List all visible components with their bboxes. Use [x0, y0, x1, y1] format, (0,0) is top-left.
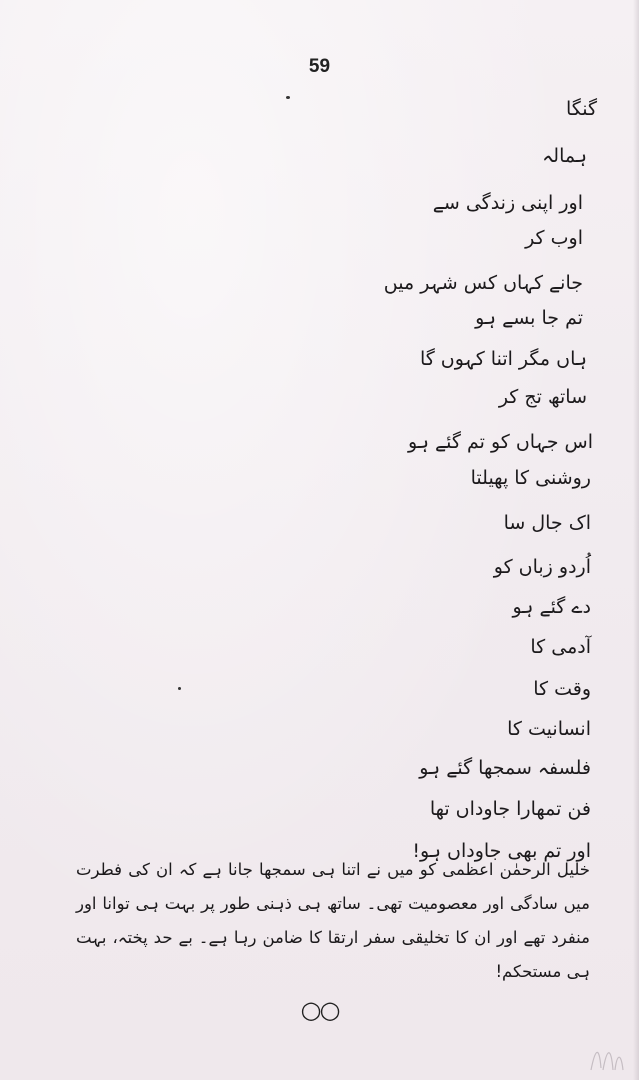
poem-line: جانے کہاں کس شہر میں — [383, 272, 583, 294]
poem-line: انسانیت کا — [507, 718, 591, 740]
page-number: 59 — [308, 56, 331, 77]
poem-line: اک جال سا — [503, 512, 591, 534]
ink-speck — [286, 96, 290, 99]
poem-line: اور اپنی زندگی سے — [432, 192, 583, 214]
poem-line: ہاں مگر اتنا کہوں گا — [419, 348, 587, 370]
poem-line: گنگا — [565, 98, 597, 120]
poem-line: اور تم بھی جاوداں ہو! — [412, 840, 591, 862]
ink-speck — [178, 687, 181, 690]
poem-line: آدمی کا — [530, 636, 591, 658]
poem-line: روشنی کا پھیلتا — [470, 467, 591, 489]
end-mark: ○○ — [300, 996, 339, 1024]
poem-line: تم جا بسے ہو — [475, 307, 583, 329]
poem-line: اُردو زباں کو — [493, 556, 591, 578]
poem-line: اوب کر — [525, 227, 583, 249]
poem-line: دے گئے ہو — [512, 596, 591, 618]
handwritten-mark-icon — [587, 1030, 627, 1074]
poem-line: فلسفہ سمجھا گئے ہو — [419, 757, 591, 779]
poem-line: فن تمھارا جاوداں تھا — [429, 798, 591, 820]
poem-line: ساتھ تج کر — [498, 386, 587, 408]
poem-line: ہمالہ — [542, 145, 587, 167]
page-edge-shadow — [633, 0, 639, 1080]
poem-line: وقت کا — [533, 678, 591, 700]
prose-paragraph: خلیل الرحمٰن اعظمی کو میں نے اتنا ہی سمجھا جانا ہے کہ ان کی فطرت میں سادگی اور معصومیت تھی۔ ساتھ ہی ذہنی طور پر بہت ہی توانا اور منفرد تھے اور ان کا تخلیقی سفر ارتقا کا ضامن رہا ہے۔ بے حد پختہ، بہت ہی مستحکم! — [76, 860, 590, 981]
poem-line: اس جہاں کو تم گئے ہو — [408, 431, 593, 453]
